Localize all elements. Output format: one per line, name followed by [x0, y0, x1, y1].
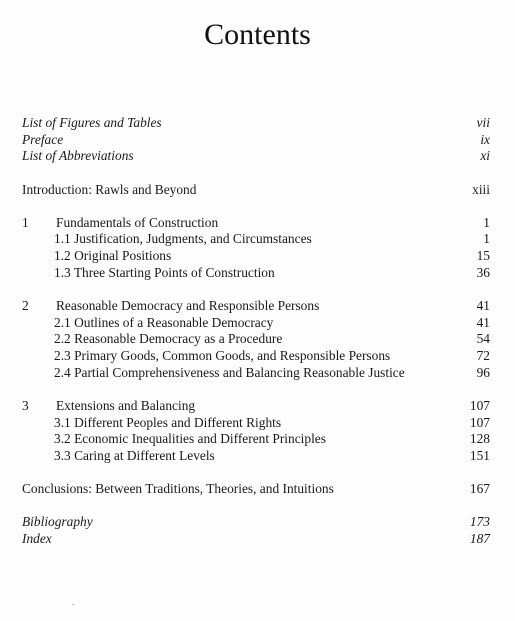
toc-entry-label: Extensions and Balancing — [56, 397, 196, 413]
toc-entry-page: 107 — [469, 397, 490, 413]
toc-section[interactable] — [22, 365, 490, 382]
toc-entry-page: 96 — [476, 364, 490, 380]
toc-entry-back-matter[interactable] — [22, 514, 490, 531]
toc-entry-label: 2.1 Outlines of a Reasonable Democracy — [54, 314, 274, 330]
toc-entry-label: Preface — [22, 131, 64, 147]
toc-chapter-3[interactable] — [22, 398, 490, 415]
toc-chapter-1[interactable] — [22, 215, 490, 232]
toc-entry-label: 2.3 Primary Goods, Common Goods, and Responsible Persons — [54, 348, 391, 364]
toc-entry-page: 72 — [476, 348, 490, 364]
toc-section[interactable] — [22, 265, 490, 282]
toc-entry-back-matter[interactable] — [22, 531, 490, 548]
toc-entry-page: xi — [480, 148, 490, 164]
toc-entry-label: List of Abbreviations — [22, 148, 134, 164]
toc-entry-page: 107 — [469, 414, 490, 430]
toc-entry-label: 2.4 Partial Comprehensiveness and Balancing Reasonable Justice — [54, 364, 405, 380]
toc-entry-page: 41 — [476, 298, 490, 313]
toc-entry-label: Bibliography — [22, 514, 93, 530]
toc-entry-page: 128 — [469, 431, 490, 447]
chapter-number: 1 — [22, 214, 29, 230]
toc-entry-front-matter[interactable] — [22, 115, 490, 132]
toc-entry-page: 1 — [483, 231, 490, 247]
toc-entry-page: ix — [480, 131, 490, 147]
toc-entry-introduction[interactable] — [22, 182, 490, 199]
toc-entry-label: Conclusions: Between Traditions, Theories, and Intuitions — [22, 481, 334, 497]
toc-entry-label: 1.1 Justification, Judgments, and Circumstances — [54, 231, 312, 247]
toc-entry-front-matter[interactable] — [22, 132, 490, 149]
toc-entry-page: 1 — [483, 214, 490, 230]
toc-entry-page: 15 — [476, 248, 490, 264]
toc-entry-label: List of Figures and Tables — [22, 115, 162, 130]
toc-entry-conclusions[interactable] — [22, 481, 490, 498]
chapter-number: 3 — [22, 397, 29, 413]
toc-entry-label: 3.1 Different Peoples and Different Rights — [54, 414, 282, 430]
toc-entry-label: Fundamentals of Construction — [56, 214, 219, 230]
toc-section[interactable] — [22, 231, 490, 248]
toc-section[interactable] — [22, 448, 490, 465]
chapter-number: 2 — [22, 298, 29, 313]
toc-entry-page: 54 — [476, 331, 490, 347]
toc-entry-page: 187 — [469, 531, 490, 547]
toc-entry-label: 1.3 Three Starting Points of Construction — [54, 264, 275, 280]
toc-entry-page: 41 — [476, 314, 490, 330]
toc-entry-page: 151 — [469, 448, 490, 463]
toc-section[interactable] — [22, 431, 490, 448]
toc-section[interactable] — [22, 248, 490, 265]
toc-entry-page: 36 — [476, 264, 490, 280]
page-title: Contents — [204, 18, 311, 51]
toc-entry-page: 173 — [469, 514, 490, 530]
toc-section[interactable] — [22, 348, 490, 365]
toc-entry-label: 3.2 Economic Inequalities and Different Principles — [54, 431, 326, 447]
toc-entry-label: 1.2 Original Positions — [54, 248, 172, 264]
toc-entry-page: 167 — [469, 481, 490, 497]
toc-section[interactable] — [22, 331, 490, 348]
toc-entry-page: vii — [476, 115, 490, 130]
toc-entry-label: Introduction: Rawls and Beyond — [22, 181, 197, 197]
toc-section[interactable] — [22, 315, 490, 332]
toc-entry-front-matter[interactable] — [22, 148, 490, 165]
toc-entry-label: 3.3 Caring at Different Levels — [54, 448, 215, 463]
scan-speck — [72, 604, 74, 605]
toc-chapter-2[interactable] — [22, 298, 490, 315]
toc-section[interactable] — [22, 415, 490, 432]
toc-entry-label: Index — [22, 531, 52, 547]
toc-entry-label: 2.2 Reasonable Democracy as a Procedure — [54, 331, 283, 347]
toc-entry-page: xiii — [472, 181, 490, 197]
table-of-contents — [22, 115, 490, 548]
toc-entry-label: Reasonable Democracy and Responsible Persons — [56, 298, 320, 313]
